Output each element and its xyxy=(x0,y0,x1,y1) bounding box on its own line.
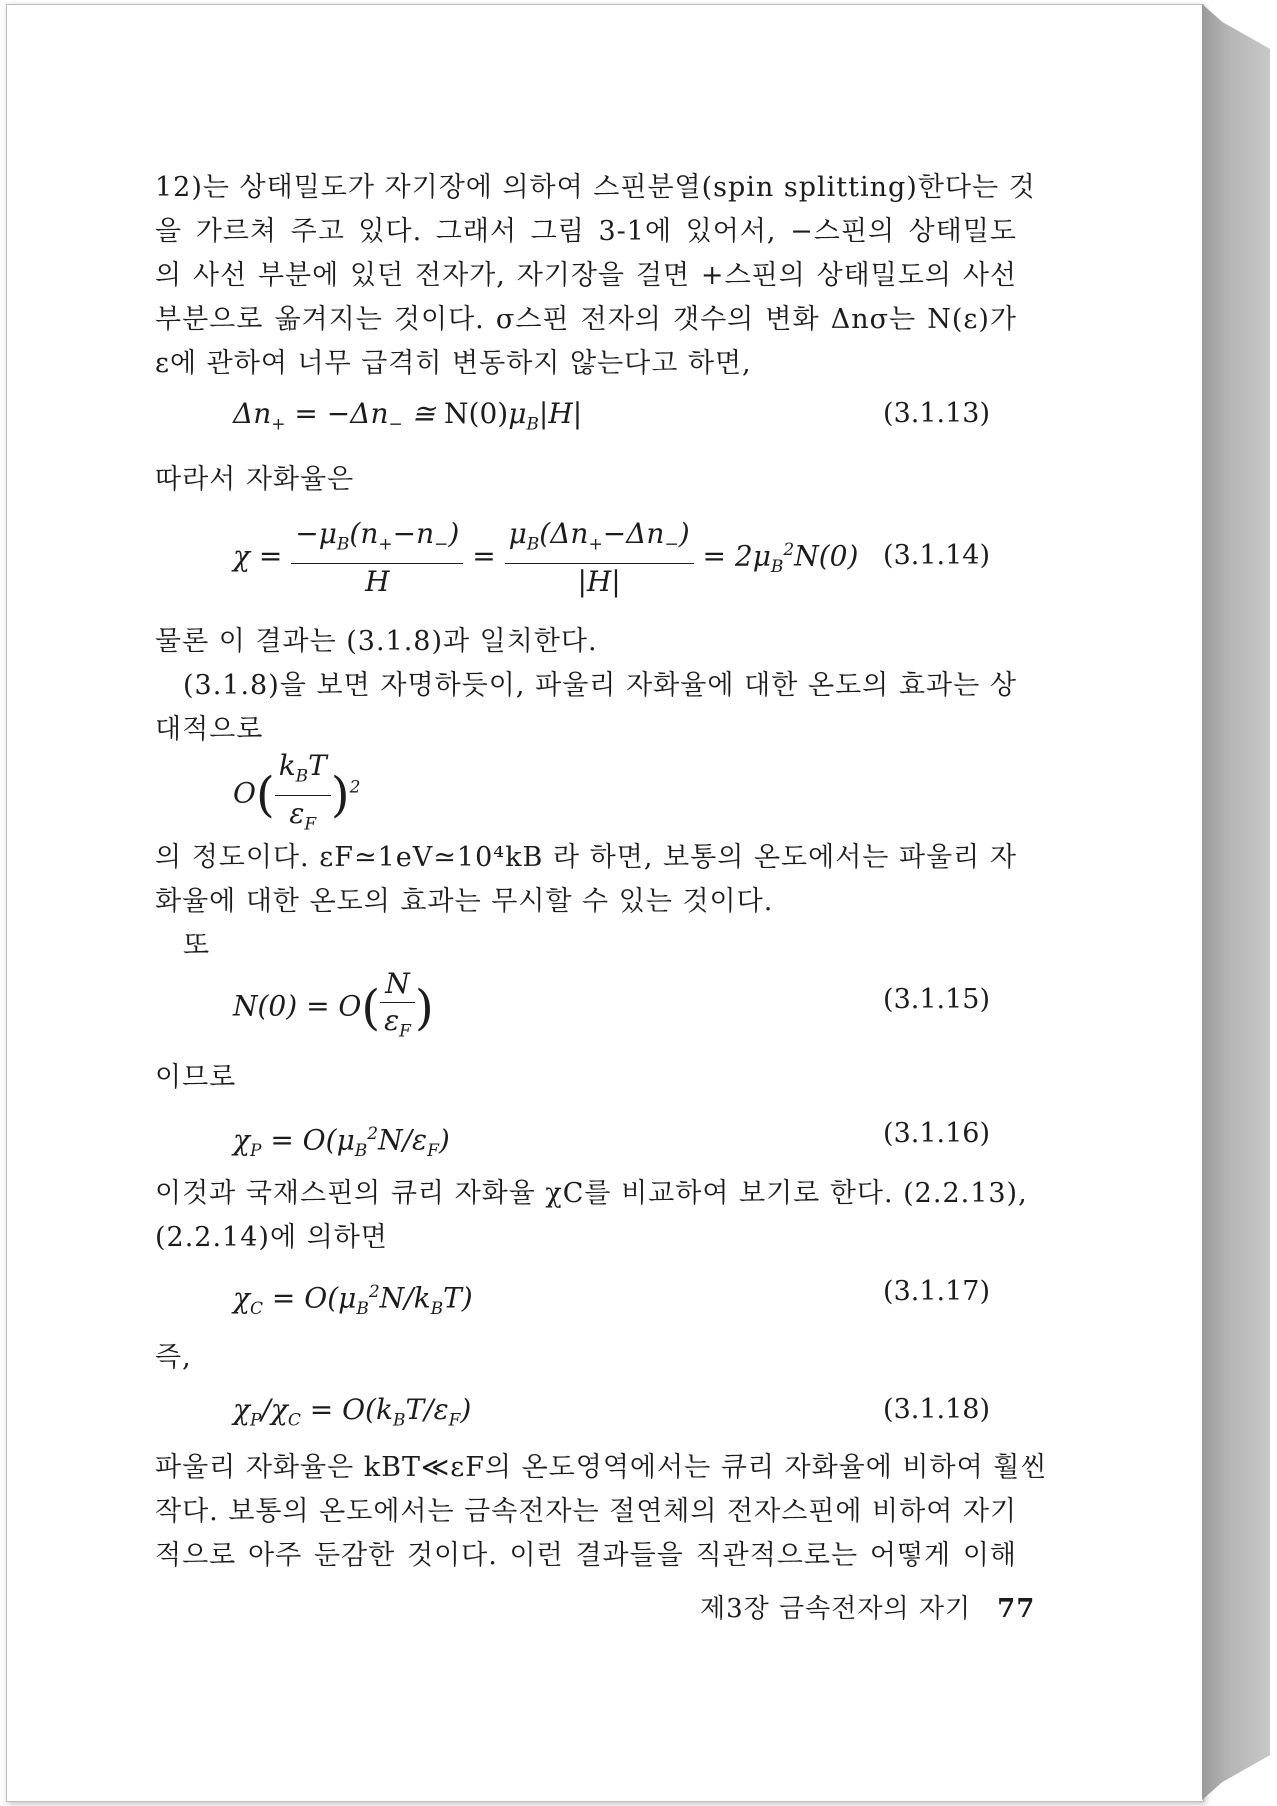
text-line: 이것과 국재스핀의 큐리 자화율 χC를 비교하여 보기로 한다. (2.2.13), xyxy=(155,1178,1028,1209)
equation-3-1-16: $\chi_P = O(\mu_B^2N/\varepsilon_F)$ xyxy=(233,1123,450,1161)
equation-number: (3.1.16) xyxy=(883,1118,990,1149)
text-line: 의 정도이다. εF≃1eV≃10⁴kB 라 하면, 보통의 온도에서는 파울리 자 xyxy=(155,842,1017,873)
equation-number: (3.1.18) xyxy=(883,1394,990,1425)
text-line: 또 xyxy=(183,930,211,961)
page-number: 77 xyxy=(997,1594,1036,1624)
text-line: 이므로 xyxy=(155,1062,237,1093)
equation-number: (3.1.14) xyxy=(883,540,990,571)
chapter-title: 제3장 금속전자의 자기 xyxy=(700,1594,972,1624)
text-line: 따라서 자화율은 xyxy=(155,464,355,495)
text-line: ε에 관하여 너무 급격히 변동하지 않는다고 하면, xyxy=(155,348,752,379)
equation-3-1-13: $\Delta n_+ = -\Delta n_-$ ≅ $N(0)\mu_B|H|$ xyxy=(233,397,583,435)
text-line: 화율에 대한 온도의 효과는 무시할 수 있는 것이다. xyxy=(155,886,774,917)
text-line: 의 사선 부분에 있던 전자가, 자기장을 걸면 +스핀의 상태밀도의 사선 xyxy=(155,260,1017,291)
text-line: 즉, xyxy=(155,1342,192,1373)
text-line: 12)는 상태밀도가 자기장에 의하여 스핀분열(spin splitting)한다는 것 xyxy=(155,172,1036,203)
text-line: (2.2.14)에 의하면 xyxy=(155,1222,388,1253)
equation-number: (3.1.13) xyxy=(883,398,990,429)
text-line: 파울리 자화율은 kBT≪εF의 온도영역에서는 큐리 자화율에 비하여 훨씬 xyxy=(155,1452,1048,1483)
equation-3-1-17: $\chi_C = O(\mu_B^2N/k_BT)$ xyxy=(233,1281,473,1319)
equation-3-1-15: N(0) = O( $\frac{N}{\varepsilon_F}$ ) xyxy=(233,967,434,1042)
page-footer xyxy=(700,1588,1035,1625)
equation-number: (3.1.15) xyxy=(883,984,990,1015)
text-line: (3.1.8)을 보면 자명하듯이, 파울리 자화율에 대한 온도의 효과는 상 xyxy=(183,670,1017,701)
equation-number: (3.1.17) xyxy=(883,1276,990,1307)
order-expression: O( $\frac{k_BT}{\varepsilon_F}$ )$^2$ xyxy=(233,749,361,835)
text-line: 대적으로 xyxy=(155,714,264,745)
text-line: 물론 이 결과는 (3.1.8)과 일치한다. xyxy=(155,626,598,657)
text-line: 을 가르쳐 주고 있다. 그래서 그림 3-1에 있어서, −스핀의 상태밀도 xyxy=(155,216,1017,247)
text-line: 부분으로 옮겨지는 것이다. σ스핀 전자의 갯수의 변화 Δnσ는 N(ε)가 xyxy=(155,304,1017,335)
text-line: 작다. 보통의 온도에서는 금속전자는 절연체의 전자스핀에 비하여 자기 xyxy=(155,1496,1018,1527)
equation-3-1-18: $\chi_P/\chi_C = O(k_BT/\varepsilon_F)$ xyxy=(233,1393,472,1431)
page-edge xyxy=(1202,4,1270,1800)
text-line: 적으로 아주 둔감한 것이다. 이런 결과들을 직관적으로는 어떻게 이해 xyxy=(155,1540,1017,1571)
equation-3-1-14: χ = $\frac{-\mu_B(n_+-n_-)}{H}$ = $\frac{\mu_B(\Delta n_+-\Delta n_-)}{|H|}$ = $2\mu_B^2N(0)$ xyxy=(233,517,859,598)
